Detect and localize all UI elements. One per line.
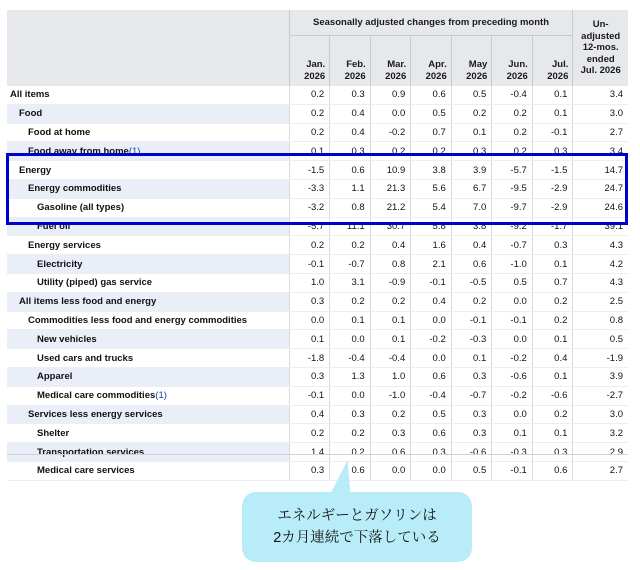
- value-cell: 0.3: [330, 86, 371, 104]
- table-row: [7, 104, 628, 123]
- table-row: [7, 273, 628, 292]
- value-cell: 0.3: [330, 405, 371, 424]
- row-label: All items less food and energy: [7, 292, 289, 311]
- value-cell: -2.9: [532, 179, 573, 198]
- value-cell: -9.2: [492, 217, 533, 236]
- value-cell: 6.7: [451, 179, 492, 198]
- value-cell: 0.3: [451, 142, 492, 161]
- value-cell: -0.1: [451, 311, 492, 330]
- value-cell: 0.2: [370, 292, 411, 311]
- value-cell: 0.4: [370, 236, 411, 255]
- cpi-changes-table: [7, 10, 628, 481]
- table-row: [7, 461, 628, 480]
- value-cell: 0.4: [451, 236, 492, 255]
- table-row: [7, 217, 628, 236]
- value-cell: -0.7: [330, 255, 371, 274]
- value-cell: 0.2: [532, 292, 573, 311]
- value-cell: 0.1: [330, 311, 371, 330]
- value-cell: 0.0: [492, 330, 533, 349]
- value-cell: -0.3: [492, 443, 533, 462]
- table-row: [7, 367, 628, 386]
- month-header: Mar. 2026: [370, 36, 411, 87]
- value-cell: -0.3: [451, 330, 492, 349]
- value-cell: 0.6: [411, 424, 452, 443]
- value-cell: 0.2: [411, 142, 452, 161]
- table-row: [7, 443, 628, 462]
- value-cell: 0.3: [370, 424, 411, 443]
- row-label: Utility (piped) gas service: [7, 273, 289, 292]
- table-row: [7, 161, 628, 180]
- value-cell: -0.2: [370, 123, 411, 142]
- table-row: [7, 236, 628, 255]
- value-cell: 24.7: [573, 179, 628, 198]
- value-cell: -1.9: [573, 349, 628, 368]
- seasonally-adjusted-header: Seasonally adjusted changes from preceding month: [289, 10, 573, 36]
- row-label: Energy commodities: [7, 179, 289, 198]
- row-label: Medical care commodities(1): [7, 386, 289, 405]
- value-cell: 0.3: [532, 142, 573, 161]
- value-cell: 1.3: [330, 367, 371, 386]
- month-header: Jun. 2026: [492, 36, 533, 87]
- value-cell: 0.2: [451, 292, 492, 311]
- value-cell: 0.3: [289, 461, 330, 480]
- row-label: Services less energy services: [7, 405, 289, 424]
- row-label: Shelter: [7, 424, 289, 443]
- value-cell: 2.5: [573, 292, 628, 311]
- value-cell: 3.8: [411, 161, 452, 180]
- value-cell: -2.9: [532, 198, 573, 217]
- value-cell: 0.2: [330, 443, 371, 462]
- value-cell: -0.1: [289, 255, 330, 274]
- value-cell: -1.0: [492, 255, 533, 274]
- callout-line-1: エネルギーとガソリンは: [277, 508, 437, 524]
- value-cell: 0.3: [451, 405, 492, 424]
- table-row: [7, 142, 628, 161]
- value-cell: -0.6: [492, 367, 533, 386]
- value-cell: 2.7: [573, 461, 628, 480]
- value-cell: 1.0: [370, 367, 411, 386]
- row-label: Used cars and trucks: [7, 349, 289, 368]
- value-cell: 0.2: [289, 86, 330, 104]
- value-cell: 7.0: [451, 198, 492, 217]
- value-cell: -1.0: [370, 386, 411, 405]
- value-cell: 1.1: [330, 179, 371, 198]
- value-cell: 0.8: [573, 311, 628, 330]
- table-row: [7, 255, 628, 274]
- value-cell: -0.9: [370, 273, 411, 292]
- row-label: Food at home: [7, 123, 289, 142]
- value-cell: 3.4: [573, 142, 628, 161]
- value-cell: 5.4: [411, 198, 452, 217]
- value-cell: 0.5: [411, 104, 452, 123]
- row-label: Energy services: [7, 236, 289, 255]
- table-bottom-border: [7, 454, 628, 455]
- value-cell: 0.6: [532, 461, 573, 480]
- value-cell: 3.0: [573, 405, 628, 424]
- footnote-marker[interactable]: (1): [155, 390, 167, 402]
- value-cell: -3.3: [289, 179, 330, 198]
- value-cell: 0.0: [370, 104, 411, 123]
- value-cell: -1.5: [289, 161, 330, 180]
- value-cell: 0.9: [370, 86, 411, 104]
- value-cell: 0.0: [492, 292, 533, 311]
- value-cell: -0.6: [451, 443, 492, 462]
- month-header: Jul. 2026: [532, 36, 573, 87]
- table-row: [7, 330, 628, 349]
- value-cell: 0.2: [492, 104, 533, 123]
- table-row: [7, 292, 628, 311]
- callout-line-2: 2カ月連続で下落している: [273, 530, 441, 546]
- value-cell: 0.3: [411, 443, 452, 462]
- value-cell: -0.7: [451, 386, 492, 405]
- value-cell: 4.3: [573, 236, 628, 255]
- value-cell: -2.7: [573, 386, 628, 405]
- header-corner: [7, 10, 289, 86]
- value-cell: 0.1: [492, 424, 533, 443]
- value-cell: 3.4: [573, 86, 628, 104]
- value-cell: -1.7: [532, 217, 573, 236]
- value-cell: 0.2: [532, 405, 573, 424]
- value-cell: 2.9: [573, 443, 628, 462]
- value-cell: -5.7: [289, 217, 330, 236]
- value-cell: 30.7: [370, 217, 411, 236]
- unadjusted-12mo-header: Un- adjusted 12-mos. ended Jul. 2026: [573, 10, 628, 86]
- value-cell: 1.4: [289, 443, 330, 462]
- value-cell: 0.1: [370, 330, 411, 349]
- month-header: Jan. 2026: [289, 36, 330, 87]
- value-cell: 0.0: [330, 330, 371, 349]
- value-cell: -0.2: [411, 330, 452, 349]
- value-cell: 0.2: [451, 104, 492, 123]
- value-cell: -3.2: [289, 198, 330, 217]
- value-cell: -0.4: [330, 349, 371, 368]
- value-cell: 21.2: [370, 198, 411, 217]
- table-row: [7, 424, 628, 443]
- value-cell: 0.3: [289, 292, 330, 311]
- value-cell: 1.0: [289, 273, 330, 292]
- value-cell: 0.2: [289, 104, 330, 123]
- value-cell: 0.4: [330, 104, 371, 123]
- value-cell: 24.6: [573, 198, 628, 217]
- row-label: Electricity: [7, 255, 289, 274]
- value-cell: 0.3: [451, 424, 492, 443]
- value-cell: 0.0: [411, 311, 452, 330]
- value-cell: -0.1: [289, 386, 330, 405]
- value-cell: 0.2: [289, 236, 330, 255]
- value-cell: 0.2: [289, 123, 330, 142]
- value-cell: 0.7: [411, 123, 452, 142]
- row-label: Commodities less food and energy commodities: [7, 311, 289, 330]
- value-cell: 0.6: [411, 367, 452, 386]
- value-cell: 0.2: [370, 142, 411, 161]
- row-label: All items: [7, 86, 289, 104]
- value-cell: 0.3: [289, 367, 330, 386]
- row-label: Medical care services: [7, 461, 289, 480]
- value-cell: 11.1: [330, 217, 371, 236]
- value-cell: 0.2: [289, 424, 330, 443]
- value-cell: 0.1: [289, 142, 330, 161]
- value-cell: 4.3: [573, 273, 628, 292]
- value-cell: 0.2: [330, 292, 371, 311]
- value-cell: -0.2: [492, 349, 533, 368]
- table-row: [7, 386, 628, 405]
- row-label: Food: [7, 104, 289, 123]
- row-label: Energy: [7, 161, 289, 180]
- energy-callout: [242, 492, 472, 562]
- value-cell: 0.3: [532, 443, 573, 462]
- row-label: Transportation services: [7, 443, 289, 462]
- value-cell: -0.4: [370, 349, 411, 368]
- value-cell: 3.1: [330, 273, 371, 292]
- row-label: Gasoline (all types): [7, 198, 289, 217]
- table-row: [7, 349, 628, 368]
- value-cell: -0.7: [492, 236, 533, 255]
- value-cell: 0.1: [289, 330, 330, 349]
- row-label: Food away from home(1): [7, 142, 289, 161]
- value-cell: 1.6: [411, 236, 452, 255]
- value-cell: 14.7: [573, 161, 628, 180]
- month-header: Feb. 2026: [330, 36, 371, 87]
- value-cell: 0.6: [411, 86, 452, 104]
- value-cell: 0.7: [532, 273, 573, 292]
- value-cell: 3.2: [573, 424, 628, 443]
- table-row: [7, 405, 628, 424]
- value-cell: 0.8: [370, 255, 411, 274]
- value-cell: 0.1: [532, 86, 573, 104]
- value-cell: 0.6: [330, 161, 371, 180]
- value-cell: -0.1: [492, 311, 533, 330]
- value-cell: -1.5: [532, 161, 573, 180]
- row-label: Apparel: [7, 367, 289, 386]
- month-header: May 2026: [451, 36, 492, 87]
- value-cell: 0.5: [573, 330, 628, 349]
- value-cell: 0.4: [411, 292, 452, 311]
- value-cell: 5.8: [411, 217, 452, 236]
- table-row: [7, 198, 628, 217]
- table-row: [7, 123, 628, 142]
- value-cell: 0.3: [532, 236, 573, 255]
- cpi-table-container: [7, 10, 628, 481]
- value-cell: 4.2: [573, 255, 628, 274]
- value-cell: 0.0: [492, 405, 533, 424]
- value-cell: 0.5: [411, 405, 452, 424]
- value-cell: -0.5: [451, 273, 492, 292]
- value-cell: 0.1: [532, 255, 573, 274]
- value-cell: 3.9: [573, 367, 628, 386]
- value-cell: -0.4: [411, 386, 452, 405]
- value-cell: 0.8: [330, 198, 371, 217]
- value-cell: 3.0: [573, 104, 628, 123]
- value-cell: 0.2: [492, 142, 533, 161]
- value-cell: 0.0: [289, 311, 330, 330]
- value-cell: 0.4: [330, 123, 371, 142]
- value-cell: 0.2: [492, 123, 533, 142]
- value-cell: 0.3: [330, 142, 371, 161]
- value-cell: -9.5: [492, 179, 533, 198]
- value-cell: 0.1: [532, 367, 573, 386]
- value-cell: 0.6: [330, 461, 371, 480]
- value-cell: -0.4: [492, 86, 533, 104]
- table-row: [7, 179, 628, 198]
- row-label: Fuel oil: [7, 217, 289, 236]
- value-cell: 0.2: [532, 311, 573, 330]
- value-cell: 10.9: [370, 161, 411, 180]
- value-cell: 2.7: [573, 123, 628, 142]
- value-cell: 0.1: [370, 311, 411, 330]
- value-cell: 3.9: [451, 161, 492, 180]
- value-cell: 2.1: [411, 255, 452, 274]
- month-header: Apr. 2026: [411, 36, 452, 87]
- value-cell: -1.8: [289, 349, 330, 368]
- value-cell: 0.5: [492, 273, 533, 292]
- value-cell: 0.0: [411, 349, 452, 368]
- value-cell: -9.7: [492, 198, 533, 217]
- value-cell: -0.6: [532, 386, 573, 405]
- value-cell: -0.1: [411, 273, 452, 292]
- value-cell: 0.4: [532, 349, 573, 368]
- value-cell: -0.1: [532, 123, 573, 142]
- table-row: [7, 86, 628, 104]
- value-cell: 39.1: [573, 217, 628, 236]
- value-cell: 0.6: [451, 255, 492, 274]
- value-cell: 0.0: [330, 386, 371, 405]
- value-cell: 0.1: [532, 104, 573, 123]
- value-cell: 0.0: [411, 461, 452, 480]
- value-cell: 21.3: [370, 179, 411, 198]
- value-cell: 0.5: [451, 86, 492, 104]
- value-cell: 0.0: [370, 461, 411, 480]
- value-cell: 0.1: [532, 330, 573, 349]
- value-cell: 0.1: [451, 349, 492, 368]
- footnote-marker[interactable]: (1): [128, 145, 141, 157]
- value-cell: 0.2: [330, 236, 371, 255]
- value-cell: 0.2: [370, 405, 411, 424]
- value-cell: 0.4: [289, 405, 330, 424]
- row-label: New vehicles: [7, 330, 289, 349]
- value-cell: 0.6: [370, 443, 411, 462]
- value-cell: 0.5: [451, 461, 492, 480]
- value-cell: -0.2: [492, 386, 533, 405]
- value-cell: -0.1: [492, 461, 533, 480]
- value-cell: 5.6: [411, 179, 452, 198]
- value-cell: 0.1: [451, 123, 492, 142]
- value-cell: 0.2: [330, 424, 371, 443]
- value-cell: -5.7: [492, 161, 533, 180]
- value-cell: 0.1: [532, 424, 573, 443]
- value-cell: 3.8: [451, 217, 492, 236]
- table-row: [7, 311, 628, 330]
- value-cell: 0.3: [451, 367, 492, 386]
